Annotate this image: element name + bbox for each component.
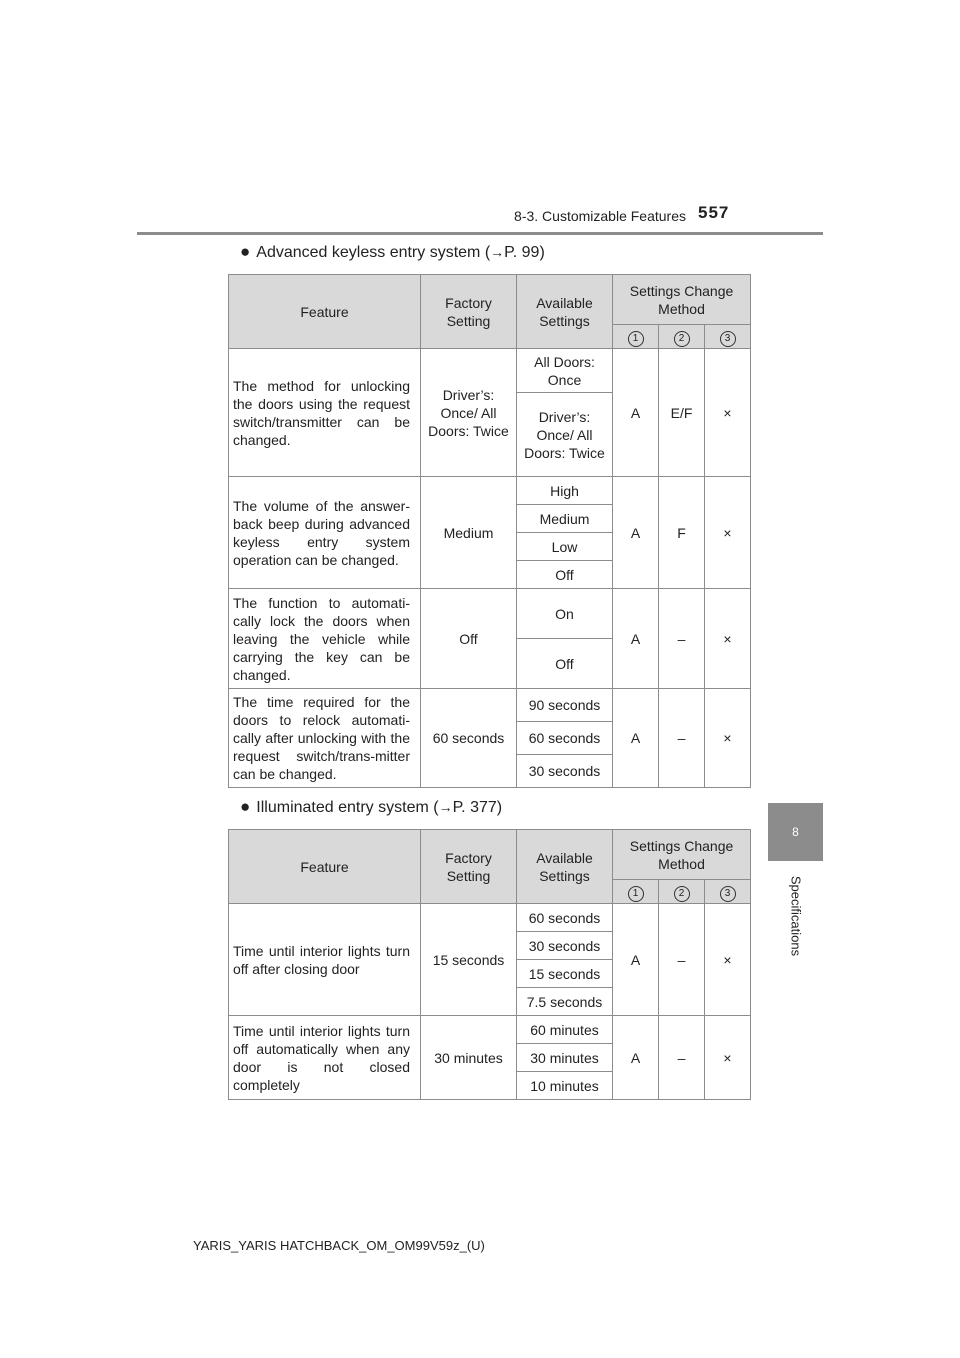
header-divider	[137, 232, 823, 235]
chapter-tab[interactable]: 8	[768, 803, 823, 861]
method-1-cell: A	[613, 689, 659, 788]
column-header-factory: Factory Setting	[421, 830, 517, 904]
method-3-cell: ×	[705, 477, 751, 589]
document-footer: YARIS_YARIS HATCHBACK_OM_OM99V59z_(U)	[193, 1238, 485, 1253]
method-col-2: 2	[659, 325, 705, 349]
option-cell: 60 seconds	[517, 904, 613, 932]
factory-cell: Medium	[421, 477, 517, 589]
column-header-feature: Feature	[229, 275, 421, 349]
column-header-available: Available Settings	[517, 830, 613, 904]
method-col-2: 2	[659, 880, 705, 904]
method-col-3: 3	[705, 880, 751, 904]
page-number: 557	[698, 203, 730, 222]
option-cell: 7.5 seconds	[517, 988, 613, 1016]
method-2-cell: –	[659, 589, 705, 689]
table-row	[229, 689, 751, 722]
feature-cell: The time required for the doors to relock automati-cally after unlocking with the request switch/trans-mitter can be changed.	[229, 689, 421, 788]
method-2-cell: –	[659, 904, 705, 1016]
method-3-cell: ×	[705, 1016, 751, 1100]
option-cell: On	[517, 589, 613, 639]
section-heading: ● Advanced keyless entry system (→P. 99)	[240, 242, 545, 261]
option-cell: All Doors: Once	[517, 349, 613, 393]
option-cell: Low	[517, 533, 613, 561]
option-cell: 30 minutes	[517, 1044, 613, 1072]
option-cell: Off	[517, 639, 613, 689]
feature-cell: Time until interior lights turn off automatically when any door is not closed completely	[229, 1016, 421, 1100]
column-header-method: Settings Change Method	[613, 275, 751, 325]
method-2-cell: F	[659, 477, 705, 589]
table-row	[229, 904, 751, 932]
option-cell: Medium	[517, 505, 613, 533]
option-cell: 60 minutes	[517, 1016, 613, 1044]
table-row	[229, 589, 751, 639]
method-col-1: 1	[613, 880, 659, 904]
table-row	[229, 349, 751, 393]
method-3-cell: ×	[705, 349, 751, 477]
method-1-cell: A	[613, 589, 659, 689]
method-col-3: 3	[705, 325, 751, 349]
page-reference[interactable]: P. 99)	[504, 244, 545, 261]
factory-cell: 30 minutes	[421, 1016, 517, 1100]
option-cell: 30 seconds	[517, 932, 613, 960]
factory-cell: Off	[421, 589, 517, 689]
feature-cell: Time until interior lights turn off after closing door	[229, 904, 421, 1016]
factory-cell: 15 seconds	[421, 904, 517, 1016]
chapter-label: Specifications	[788, 875, 804, 957]
factory-cell: Driver’s: Once/ All Doors: Twice	[421, 349, 517, 477]
method-3-cell: ×	[705, 904, 751, 1016]
method-3-cell: ×	[705, 689, 751, 788]
section-heading: ● Illuminated entry system (→P. 377)	[240, 797, 503, 816]
page-reference[interactable]: P. 377)	[452, 799, 503, 816]
column-header-factory: Factory Setting	[421, 275, 517, 349]
column-header-method: Settings Change Method	[613, 830, 751, 880]
method-1-cell: A	[613, 349, 659, 477]
method-1-cell: A	[613, 1016, 659, 1100]
method-col-1: 1	[613, 325, 659, 349]
feature-cell: The function to automati-cally lock the doors when leaving the vehicle while carrying the key can be changed.	[229, 589, 421, 689]
method-2-cell: E/F	[659, 349, 705, 477]
option-cell: Driver’s: Once/ All Doors: Twice	[517, 393, 613, 477]
option-cell: 10 minutes	[517, 1072, 613, 1100]
method-1-cell: A	[613, 477, 659, 589]
column-header-available: Available Settings	[517, 275, 613, 349]
method-1-cell: A	[613, 904, 659, 1016]
option-cell: High	[517, 477, 613, 505]
factory-cell: 60 seconds	[421, 689, 517, 788]
method-2-cell: –	[659, 689, 705, 788]
feature-cell: The method for unlocking the doors using the request switch/transmitter can be changed.	[229, 349, 421, 477]
arrow-icon: →	[490, 244, 505, 260]
method-3-cell: ×	[705, 589, 751, 689]
option-cell: 30 seconds	[517, 755, 613, 788]
option-cell: 15 seconds	[517, 960, 613, 988]
option-cell: 60 seconds	[517, 722, 613, 755]
settings-table	[228, 829, 751, 1100]
bullet-icon: ●	[240, 242, 251, 261]
table-row	[229, 1016, 751, 1044]
feature-cell: The volume of the answer-back beep during advanced keyless entry system operation can be changed.	[229, 477, 421, 589]
arrow-icon: →	[438, 799, 453, 815]
table-row	[229, 477, 751, 505]
section-title: 8-3. Customizable Features	[514, 208, 686, 224]
method-2-cell: –	[659, 1016, 705, 1100]
option-cell: Off	[517, 561, 613, 589]
settings-table	[228, 274, 751, 788]
bullet-icon: ●	[240, 797, 251, 816]
option-cell: 90 seconds	[517, 689, 613, 722]
column-header-feature: Feature	[229, 830, 421, 904]
